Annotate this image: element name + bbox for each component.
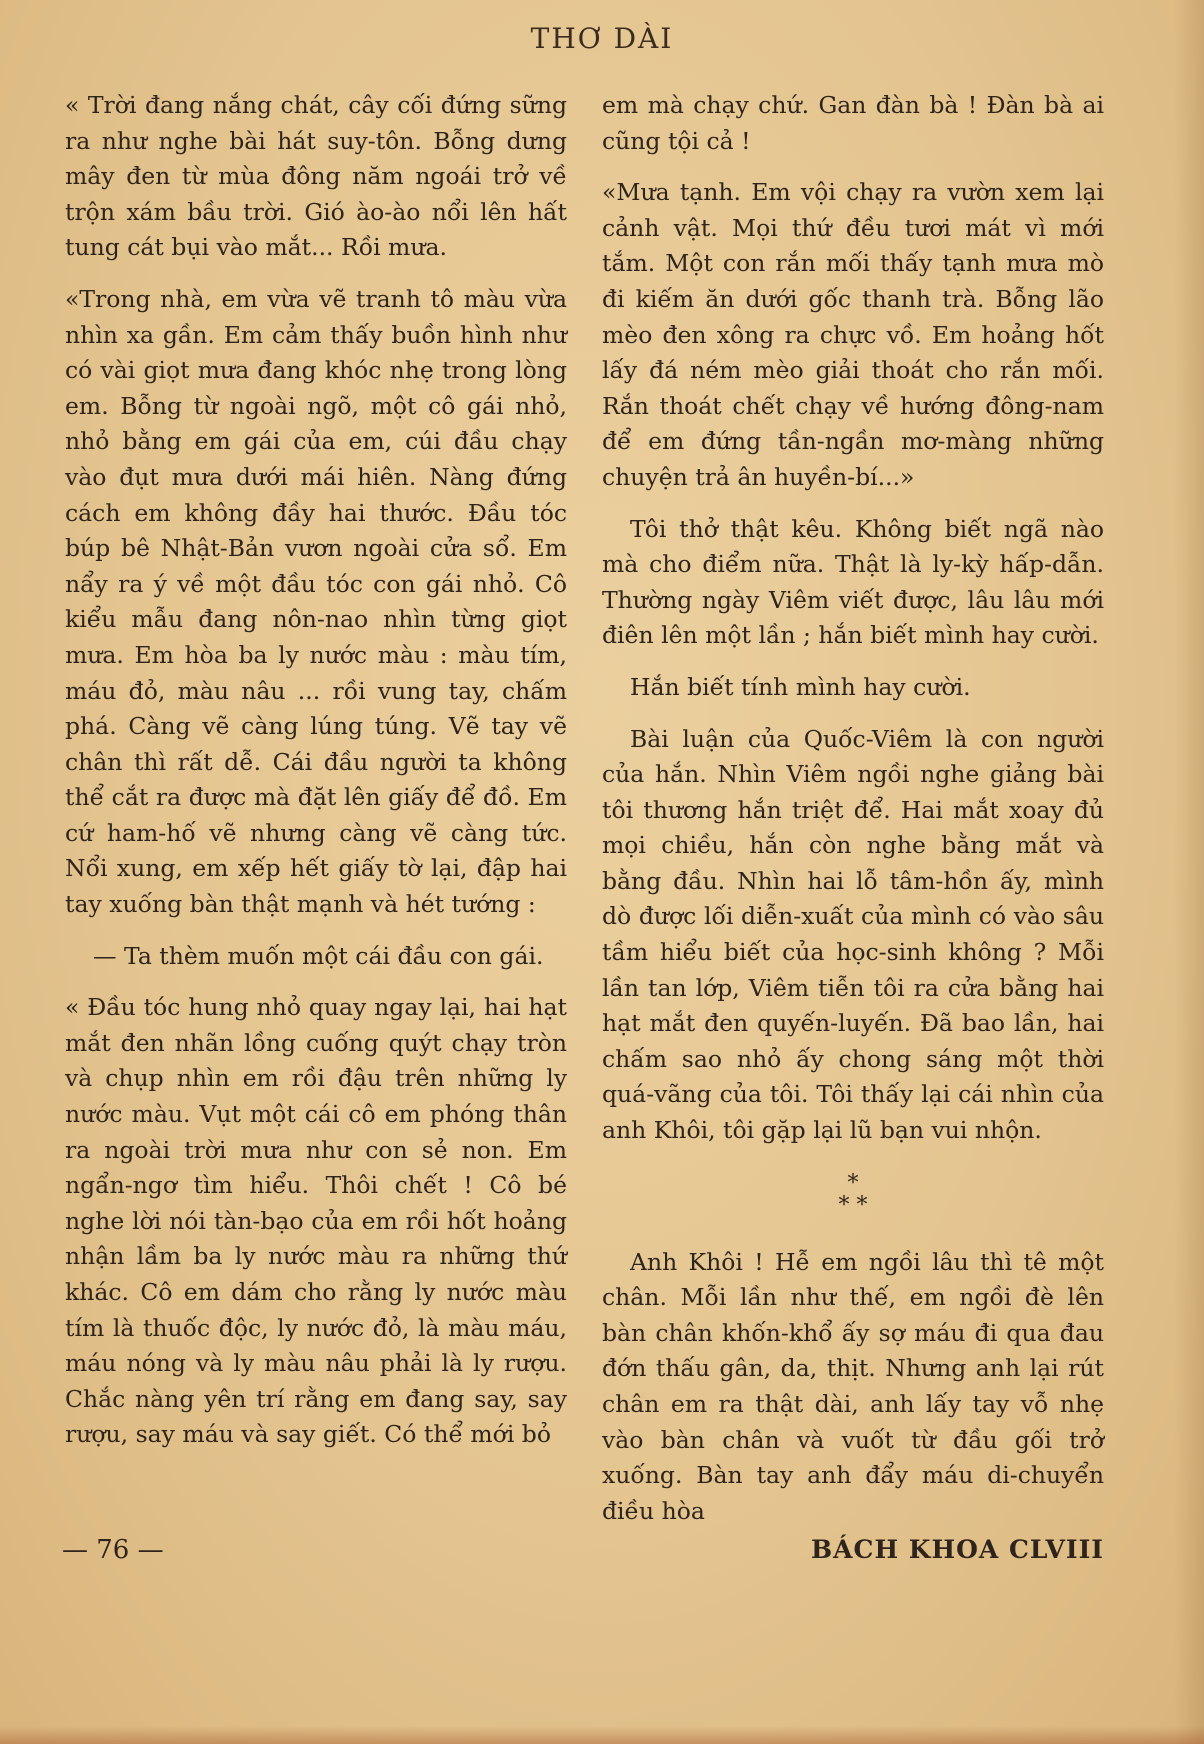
- separator-top: *: [847, 1170, 859, 1196]
- paragraph: «Trong nhà, em vừa vẽ tranh tô màu vừa nhìn xa gần. Em cảm thấy buồn hình như có vài giọt mưa đang khóc nhẹ trong lòng em. Bỗng từ ngoài ngõ, một cô gái nhỏ, nhỏ bằng em gái của em, cúi đầu chạy vào đụt mưa dưới mái hiên. Nàng đứng cách em không đầy hai thước. Đầu tóc búp bê Nhật-Bản vươn ngoài cửa sổ. Em nẩy ra ý về một đầu tóc con gái nhỏ. Cô kiểu mẫu đang nôn-nao nhìn từng giọt mưa. Em hòa ba ly nước màu : màu tím, máu đỏ, màu nâu ... rồi vung tay, chấm phá. Càng vẽ càng lúng túng. Vẽ tay vẽ chân thì rất dễ. Cái đầu người ta không thể cắt ra được mà đặt lên giấy để đồ. Em cứ ham-hố vẽ nhưng càng vẽ càng tức. Nổi xung, em xếp hết giấy tờ lại, đập hai tay xuống bàn thật mạnh và hét tướng :: [65, 284, 567, 919]
- paragraph: Tôi thở thật kêu. Không biết ngã nào mà cho điểm nữa. Thật là ly-kỳ hấp-dẫn. Thường ngày Viêm viết được, lâu lâu mới điên lên một lần ; hắn biết mình hay cười.: [602, 514, 1104, 650]
- paragraph: « Trời đang nắng chát, cây cối đứng sững ra như nghe bài hát suy-tôn. Bỗng dưng mây đen từ mùa đông năm ngoái trở về trộn xám bầu trời. Gió ào-ào nổi lên hất tung cát bụi vào mắt... Rồi mưa.: [65, 91, 567, 262]
- dialogue-line: — Ta thèm muốn một cái đầu con gái.: [93, 941, 544, 970]
- paragraph: em mà chạy chứ. Gan đàn bà ! Đàn bà ai cũng tội cả !: [602, 91, 1104, 155]
- paragraph: « Đầu tóc hung nhỏ quay ngay lại, hai hạt mắt đen nhãn lồng cuống quýt chạy tròn và chụp nhìn em rồi đậu trên những ly nước màu. Vụt một cái cô em phóng thân ra ngoài trời mưa như con sẻ non. Em ngẩn-ngơ tìm hiểu. Thôi chết ! Cô bé nghe lời nói tàn-bạo của em rồi hốt hoảng nhận lầm ba ly nước màu ra những thứ khác. Cô em dám cho rằng ly nước màu tím là thuốc độc, ly nước đỏ, là màu máu, máu nóng và ly màu nâu phải là ly rượu. Chắc nàng yên trí rằng em đang say, say rượu, say máu và say giết. Có thể mới bỏ: [65, 993, 567, 1449]
- section-separator: [602, 1170, 1104, 1218]
- paragraph: «Mưa tạnh. Em vội chạy ra vườn xem lại cảnh vật. Mọi thứ đều tươi mát vì mới tắm. Một con rắn mối thấy tạnh mưa mò đi kiếm ăn dưới gốc thanh trà. Bỗng lão mèo đen xông ra chực vồ. Em hoảng hốt lấy đá ném mèo giải thoát cho rắn mối. Rắn thoát chết chạy về hướng đông-nam để em đứng tần-ngần mơ-màng những chuyện trả ân huyền-bí...»: [602, 178, 1104, 491]
- paragraph: Bài luận của Quốc-Viêm là con người của hắn. Nhìn Viêm ngồi nghe giảng bài tôi thương hắn triệt để. Hai mắt xoay đủ mọi chiều, hắn còn nghe bằng mắt và bằng đầu. Nhìn hai lỗ tâm-hồn ấy, mình dò được lối diễn-xuất của mình có vào sâu tầm hiểu biết của học-sinh không ? Mỗi lần tan lớp, Viêm tiễn tôi ra cửa bằng hai hạt mắt đen quyến-luyến. Đã bao lần, hai chấm sao nhỏ ấy chong sáng một thời quá-vãng của tôi. Tôi thấy lại cái nhìn của anh Khôi, tôi gặp lại lũ bạn vui nhộn.: [602, 724, 1104, 1145]
- page-number: — 76 —: [62, 1535, 164, 1565]
- page-edge-shadow: [1174, 0, 1204, 1744]
- paragraph: Hắn biết tính mình hay cười.: [630, 672, 971, 701]
- right-column: [602, 88, 1104, 1545]
- page-bottom-edge: [0, 1726, 1204, 1744]
- left-column: [65, 88, 567, 1469]
- page-title: THƠ DÀI: [530, 22, 674, 55]
- paragraph: Anh Khôi ! Hễ em ngồi lâu thì tê một chân. Mỗi lần như thế, em ngồi đè lên bàn chân khốn-khổ ấy sợ máu đi qua đau đớn thấu gân, da, thịt. Nhưng anh lại rút chân em ra thật dài, anh lấy tay vỗ nhẹ vào bàn chân và vuốt từ đầu gối trở xuống. Bàn tay anh đẩy máu di-chuyển điều hòa: [602, 1247, 1104, 1525]
- journal-name: BÁCH KHOA CLVIII: [811, 1535, 1104, 1564]
- separator-bottom: * *: [838, 1192, 868, 1218]
